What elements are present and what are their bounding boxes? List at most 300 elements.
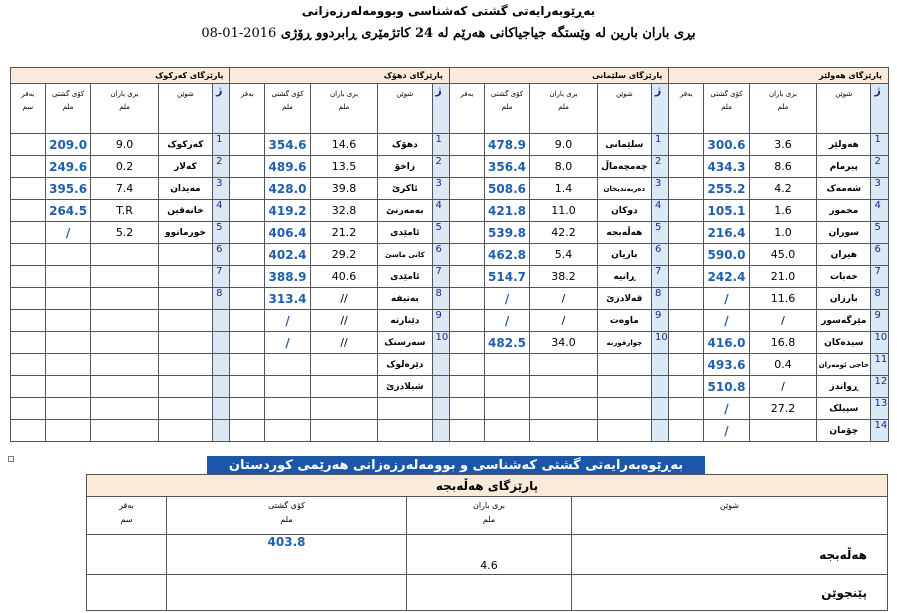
col-header-rain: بری باران ملم [407,497,572,535]
total-cell: 216.4 [704,222,750,244]
col-header-snow: بەفر [669,84,704,134]
index-cell [432,398,449,420]
snow-cell [449,222,484,244]
table-row [11,376,889,398]
rain-cell: 38.2 [530,266,597,288]
index-cell: 8 [871,288,889,310]
total-cell: 105.1 [704,200,750,222]
snow-cell [230,200,265,222]
index-cell [652,398,669,420]
rain-cell [91,310,158,332]
snow-cell [230,178,265,200]
index-cell: 9 [432,310,449,332]
index-cell: 8 [652,288,669,310]
rain-cell [91,332,158,354]
index-cell: 10 [652,332,669,354]
total-cell [484,398,530,420]
total-cell: 300.6 [704,134,750,156]
col-header-place: شوێن [597,84,651,134]
subtitle-text: بڕی باران بارین لە وێستگە جیاجیاکانی هەرێم لە 24 کاتژمێری ڕابردوو ڕۆژی [280,26,696,41]
snow-cell [230,156,265,178]
total-cell [265,398,311,420]
index-cell [213,332,230,354]
rain-cell: 0.4 [749,354,816,376]
total-cell: / [704,288,750,310]
snow-cell [230,288,265,310]
total-cell: 514.7 [484,266,530,288]
total-cell: 242.4 [704,266,750,288]
total-cell: 249.6 [45,156,91,178]
snow-cell [449,244,484,266]
snow-cell [87,575,167,611]
snow-cell [230,222,265,244]
place-cell: مخمور [817,200,871,222]
total-cell: 388.9 [265,266,311,288]
total-cell [45,266,91,288]
rain-cell [310,376,377,398]
rain-cell [530,376,597,398]
total-cell: 255.2 [704,178,750,200]
rain-cell: 8.6 [749,156,816,178]
index-cell: 3 [213,178,230,200]
index-cell: 1 [652,134,669,156]
total-cell: 395.6 [45,178,91,200]
rain-cell: 9.0 [91,134,158,156]
total-cell: 419.2 [265,200,311,222]
total-cell [167,575,407,611]
total-cell: 313.4 [265,288,311,310]
index-cell [213,420,230,442]
rain-cell: 5.2 [91,222,158,244]
place-cell: ماوەت [597,310,651,332]
place-cell: هیران [817,244,871,266]
rain-cell: 29.2 [310,244,377,266]
index-cell: 10 [432,332,449,354]
rain-cell: 42.2 [530,222,597,244]
index-cell: 11 [871,354,889,376]
place-cell [597,376,651,398]
total-cell [484,354,530,376]
snow-cell [230,266,265,288]
snow-cell [11,398,46,420]
snow-cell [11,376,46,398]
rain-cell: 11.0 [530,200,597,222]
table-row [11,156,889,178]
index-cell: 2 [652,156,669,178]
table-row [11,134,889,156]
place-cell: چۆمان [817,420,871,442]
place-cell: دێرەلوک [378,354,432,376]
rain-cell: 32.8 [310,200,377,222]
total-cell [45,310,91,332]
index-cell: 2 [871,156,889,178]
rain-cell: / [749,310,816,332]
place-cell: بارزان [817,288,871,310]
snow-cell [669,332,704,354]
place-cell: دوکان [597,200,651,222]
rain-cell: 3.6 [749,134,816,156]
total-cell: 416.0 [704,332,750,354]
rain-cell: 40.6 [310,266,377,288]
rain-cell [91,420,158,442]
snow-cell [449,310,484,332]
col-header-index: ژ [871,84,889,134]
total-cell: / [704,420,750,442]
index-cell [213,310,230,332]
rain-cell [310,420,377,442]
snow-cell [669,266,704,288]
snow-cell [230,310,265,332]
index-cell: 12 [871,376,889,398]
col-header-index: ژ [652,84,669,134]
rain-cell: 34.0 [530,332,597,354]
index-cell [213,398,230,420]
snow-cell [669,244,704,266]
snow-cell [449,156,484,178]
snow-cell [669,288,704,310]
rain-cell [749,420,816,442]
rain-cell [91,354,158,376]
col-header-place: شوێن [817,84,871,134]
snow-cell [11,222,46,244]
snow-cell [11,244,46,266]
index-cell: 4 [432,200,449,222]
index-cell [652,420,669,442]
index-cell: 3 [432,178,449,200]
table-row [11,332,889,354]
index-cell: 13 [871,398,889,420]
place-cell: ڕانیە [597,266,651,288]
rain-cell: 0.2 [91,156,158,178]
anchor-marker [8,456,14,462]
index-cell [213,376,230,398]
total-cell [484,420,530,442]
total-cell: 434.3 [704,156,750,178]
place-cell: زاخۆ [378,156,432,178]
rain-cell: 1.0 [749,222,816,244]
index-cell: 2 [213,156,230,178]
rain-cell [91,244,158,266]
table-row [11,178,889,200]
index-cell: 7 [871,266,889,288]
rain-cell: 21.0 [749,266,816,288]
index-cell: 3 [652,178,669,200]
snow-cell [230,420,265,442]
place-cell: چوارقورنە [597,332,651,354]
place-cell: دهۆک [378,134,432,156]
col-header-index: ژ [432,84,449,134]
place-cell: مێرگەسور [817,310,871,332]
rain-cell: 1.6 [749,200,816,222]
place-cell [158,398,212,420]
total-cell [45,376,91,398]
document-subtitle [0,26,897,41]
place-cell: کەرکوک [158,134,212,156]
rain-cell: // [310,310,377,332]
snow-cell [87,535,167,575]
rain-cell: 1.4 [530,178,597,200]
col-header-place: شوێن [572,497,888,535]
total-cell: / [484,310,530,332]
col-header-place: شوێن [158,84,212,134]
group-header: پارێزگای کەرکوک [11,68,230,84]
total-cell [45,332,91,354]
col-header-rain: بری باران ملم [91,84,158,134]
index-cell: 4 [871,200,889,222]
place-cell: دێنارتە [378,310,432,332]
place-cell: خانەقین [158,200,212,222]
table-row [11,222,889,244]
col-header-total: کۆی گشتی ملم [45,84,91,134]
rain-cell [530,398,597,420]
total-cell: 508.6 [484,178,530,200]
place-cell: خەبات [817,266,871,288]
index-cell [213,354,230,376]
index-cell: 5 [432,222,449,244]
snow-cell [669,156,704,178]
total-cell: / [484,288,530,310]
snow-cell [230,398,265,420]
place-cell [158,354,212,376]
rain-cell: 4.6 [407,535,572,575]
col-header-snow: بەفر سم [11,84,46,134]
snow-cell [669,354,704,376]
place-cell [597,354,651,376]
rain-cell: / [749,376,816,398]
rain-cell [530,420,597,442]
snow-cell [669,398,704,420]
rain-cell: 4.2 [749,178,816,200]
total-cell: / [265,310,311,332]
snow-cell [449,332,484,354]
place-cell: دەربەندیخان [597,178,651,200]
snow-cell [11,288,46,310]
rain-cell: 14.6 [310,134,377,156]
total-cell: 354.6 [265,134,311,156]
col-header-snow: بەفر [230,84,265,134]
place-cell: شەمەک [817,178,871,200]
total-cell [45,398,91,420]
snow-cell [11,200,46,222]
snow-cell [449,134,484,156]
place-cell [158,310,212,332]
total-cell: 482.5 [484,332,530,354]
total-cell: 403.8 [167,535,407,575]
snow-cell [11,266,46,288]
col-header-total: کۆی گشتی ملم [704,84,750,134]
index-cell: 14 [871,420,889,442]
rain-cell: T.R [91,200,158,222]
place-cell [597,398,651,420]
place-cell: کەلار [158,156,212,178]
index-cell: 6 [213,244,230,266]
col-header-rain: بری باران ملم [749,84,816,134]
place-cell: بەمەرنێ [378,200,432,222]
index-cell: 5 [213,222,230,244]
total-cell: 264.5 [45,200,91,222]
place-cell: هەڵەبجە [597,222,651,244]
total-cell: 406.4 [265,222,311,244]
snow-cell [669,420,704,442]
rain-cell [91,266,158,288]
total-cell: / [704,398,750,420]
rain-cell: 13.5 [310,156,377,178]
snow-cell [230,376,265,398]
group-header: پارێزگای دهۆک [230,68,449,84]
place-cell: هەولێر [817,134,871,156]
rain-cell [310,354,377,376]
place-cell [158,288,212,310]
rain-cell: // [310,288,377,310]
rain-cell: 21.2 [310,222,377,244]
index-cell: 7 [213,266,230,288]
snow-cell [11,332,46,354]
table-row [11,244,889,266]
rain-cell: 7.4 [91,178,158,200]
snow-cell [11,156,46,178]
total-cell: 209.0 [45,134,91,156]
snow-cell [449,266,484,288]
rain-cell [530,354,597,376]
table-row [87,535,888,575]
table-row [87,575,888,611]
snow-cell [669,310,704,332]
table-row [11,288,889,310]
snow-cell [449,420,484,442]
total-cell: / [704,310,750,332]
rain-cell: / [530,310,597,332]
place-cell: سەرسنک [378,332,432,354]
snow-cell [449,288,484,310]
total-cell [265,420,311,442]
snow-cell [449,398,484,420]
snow-cell [230,332,265,354]
total-cell [484,376,530,398]
total-cell: 510.8 [704,376,750,398]
snow-cell [11,354,46,376]
place-cell: سوران [817,222,871,244]
rain-cell [91,376,158,398]
snow-cell [230,244,265,266]
total-cell: / [265,332,311,354]
total-cell [265,354,311,376]
group-header: پارێزگای سلێمانی [449,68,668,84]
snow-cell [11,310,46,332]
document-title: بەڕێوبەرایەتی گشتی کەشناسی وبوومەلەرزەزانی [301,4,596,18]
place-cell: سلێمانی [597,134,651,156]
index-cell: 1 [871,134,889,156]
col-header-snow: بەفر سم [87,497,167,535]
snow-cell [449,376,484,398]
index-cell [432,354,449,376]
directorate-banner: بەڕێوەبەرایەتی گشتی کەشناسی و بوومەلەرزەزانی هەرێمی کوردستان [207,456,705,475]
total-cell: / [45,222,91,244]
report-date: 08-01-2016 [201,26,277,41]
snow-cell [230,134,265,156]
halabja-table [86,474,888,611]
place-cell [378,398,432,420]
place-cell: ئامێدی [378,266,432,288]
place-cell: ڕواندز [817,376,871,398]
rain-cell: 16.8 [749,332,816,354]
snow-cell [669,376,704,398]
place-cell: پیرمام [817,156,871,178]
col-header-snow: بەفر [449,84,484,134]
index-cell: 5 [871,222,889,244]
place-cell: سپیلک [817,398,871,420]
place-cell: حاجی ئومەران [817,354,871,376]
snow-cell [449,354,484,376]
total-cell: 590.0 [704,244,750,266]
index-cell: 9 [871,310,889,332]
total-cell: 539.8 [484,222,530,244]
place-cell: بازیان [597,244,651,266]
place-cell: سیدەکان [817,332,871,354]
place-cell: مەیدان [158,178,212,200]
index-cell: 2 [432,156,449,178]
index-cell: 7 [432,266,449,288]
snow-cell [669,134,704,156]
place-cell [158,420,212,442]
index-cell: 10 [871,332,889,354]
index-cell: 8 [213,288,230,310]
table-row [11,420,889,442]
total-cell: 356.4 [484,156,530,178]
rain-cell [310,398,377,420]
place-cell [158,332,212,354]
total-cell: 478.9 [484,134,530,156]
rainfall-table [10,67,889,442]
place-cell: چەمچەماڵ [597,156,651,178]
table-row [11,354,889,376]
place-cell: شیلادزێ [378,376,432,398]
col-header-total: کۆی گشتی ملم [167,497,407,535]
place-cell: ئاکرێ [378,178,432,200]
snow-cell [669,222,704,244]
rain-cell: 11.6 [749,288,816,310]
col-header-total: کۆی گشتی ملم [484,84,530,134]
index-cell: 8 [432,288,449,310]
place-cell: کانی ماسێ [378,244,432,266]
place-cell [158,266,212,288]
place-cell: بەتیفە [378,288,432,310]
place-cell: پێنجوێن [572,575,888,611]
rain-cell: 27.2 [749,398,816,420]
place-cell [158,376,212,398]
rain-cell: / [530,288,597,310]
index-cell: 1 [213,134,230,156]
place-cell [158,244,212,266]
snow-cell [11,420,46,442]
col-header-rain: بری باران ملم [310,84,377,134]
index-cell [652,354,669,376]
total-cell: 402.4 [265,244,311,266]
index-cell [432,376,449,398]
place-cell [378,420,432,442]
index-cell: 6 [652,244,669,266]
index-cell [432,420,449,442]
snow-cell [230,354,265,376]
table-row [11,398,889,420]
total-cell [45,244,91,266]
snow-cell [449,178,484,200]
snow-cell [449,200,484,222]
index-cell: 7 [652,266,669,288]
total-cell: 489.6 [265,156,311,178]
rain-cell: // [310,332,377,354]
rain-cell [91,398,158,420]
col-header-index: ژ [213,84,230,134]
